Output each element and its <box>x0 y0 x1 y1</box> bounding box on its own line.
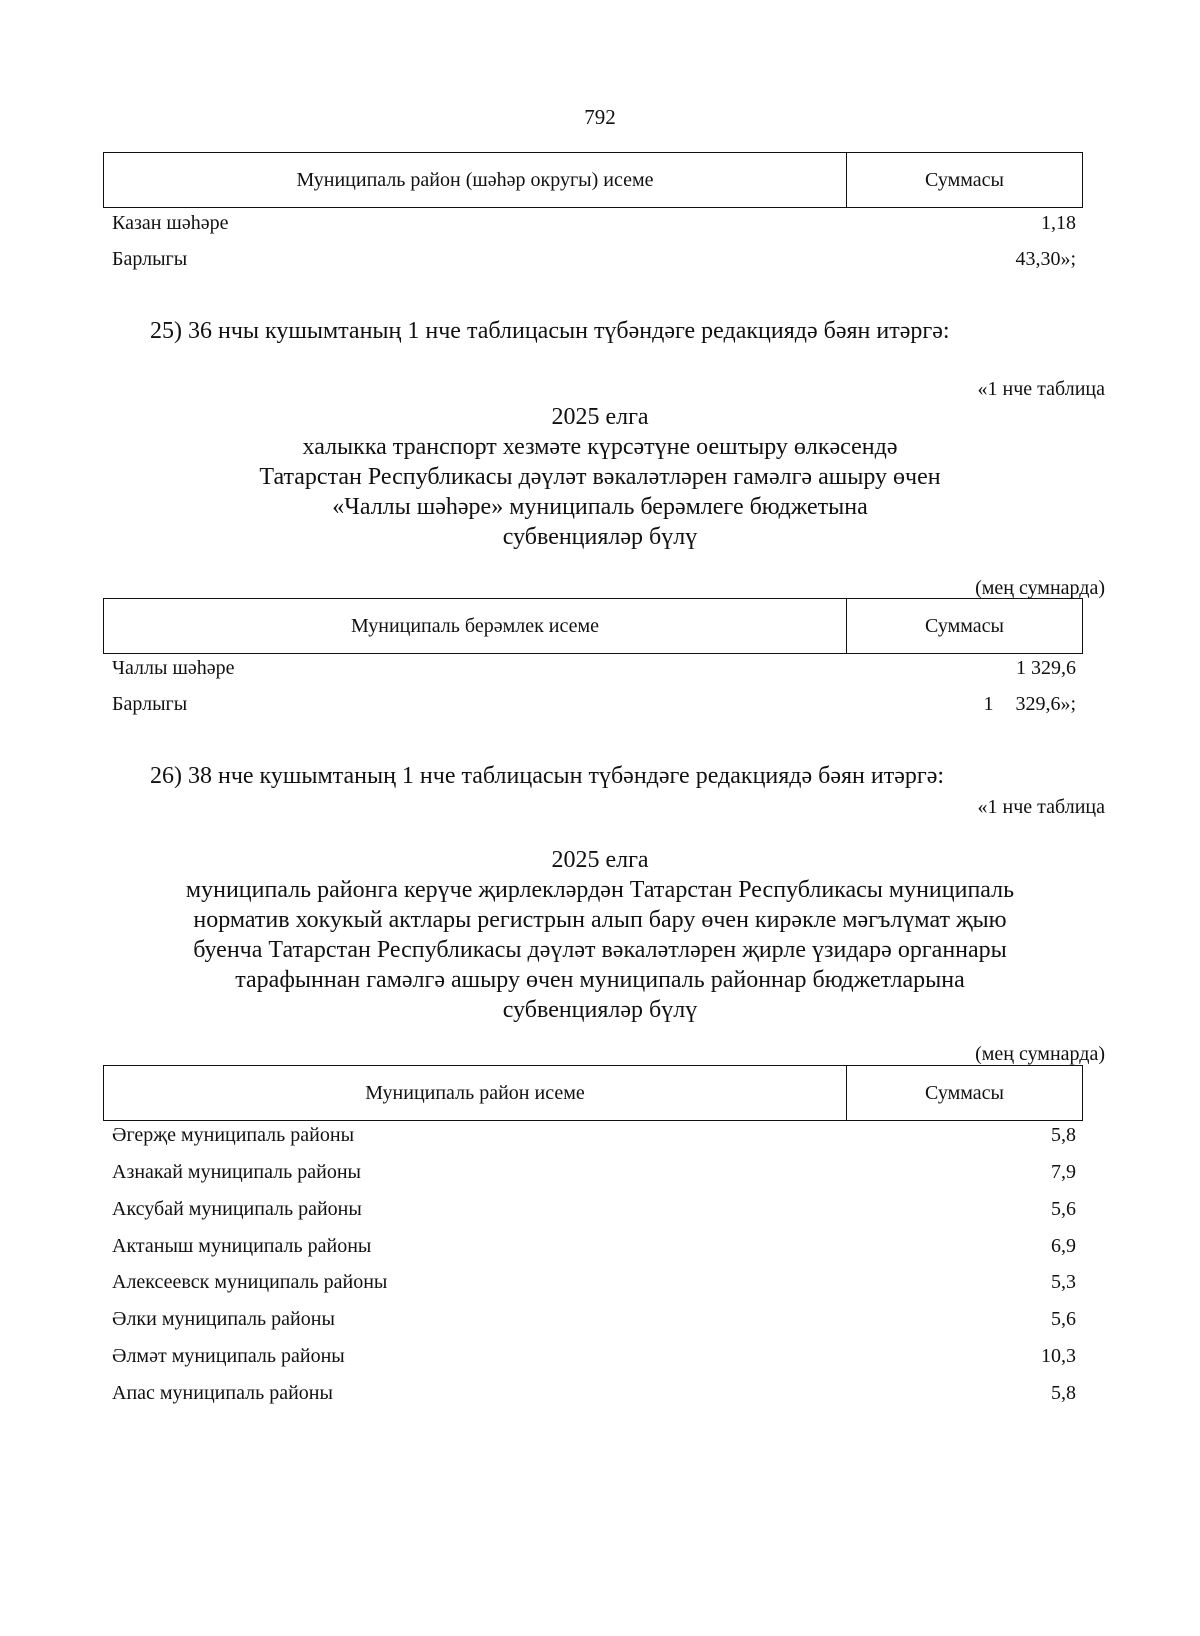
row-value: 5,6 <box>1051 1308 1076 1330</box>
row-name: Азнакай муниципаль районы <box>112 1161 361 1183</box>
row-value: 5,6 <box>1051 1198 1076 1220</box>
table2-header-name: Муниципаль берәмлек исеме <box>104 599 847 653</box>
table-row <box>112 1235 1076 1258</box>
table-row <box>112 1161 1076 1184</box>
row-name: Актаныш муниципаль районы <box>112 1235 372 1257</box>
row-value: 5,8 <box>1051 1382 1076 1404</box>
table-row <box>112 212 1076 235</box>
units-label-26: (мең сумнарда) <box>975 1043 1105 1065</box>
title-line: норматив хокукый актлары регистрын алып бару өчен кирәкле мәгълүмат җыю <box>193 907 1007 933</box>
units-label-25: (мең сумнарда) <box>975 577 1105 599</box>
row-name: Әлмәт муниципаль районы <box>112 1345 345 1367</box>
row-name: Апас муниципаль районы <box>112 1382 333 1404</box>
page-number: 792 <box>584 105 616 129</box>
table-row <box>112 1124 1076 1147</box>
title-line: муниципаль районга керүче җирлекләрдән Татарстан Республикасы муниципаль <box>185 877 1015 903</box>
row-name: Әгерҗе муниципаль районы <box>112 1124 355 1146</box>
row-value: 6,9 <box>1051 1235 1076 1257</box>
title-line: субвенцияләр бүлү <box>502 524 698 550</box>
table-reference-25: «1 нче таблица <box>977 378 1105 400</box>
row-name: Алексеевск муниципаль районы <box>112 1271 388 1293</box>
table-title-26 <box>0 845 1200 1025</box>
table-row <box>112 1271 1076 1294</box>
row-name: Аксубай муниципаль районы <box>112 1198 362 1220</box>
row-name: Барлыгы <box>112 693 188 715</box>
title-line: буенча Татарстан Республикасы дәүләт вәкаләтләрен җирле үзидарә органнары <box>193 937 1007 963</box>
row-value: 5,3 <box>1051 1271 1076 1293</box>
table3-header <box>103 1065 1083 1121</box>
table3-header-sum: Суммасы <box>925 1081 1004 1104</box>
title-line: «Чаллы шәһәре» муниципаль берәмлеге бюджетына <box>332 494 868 520</box>
title-line: тарафыннан гамәлгә ашыру өчен муниципаль районнар бюджетларына <box>235 967 965 993</box>
table1-header-name: Муниципаль район (шәһәр округы) исеме <box>104 153 847 207</box>
row-name: Әлки муниципаль районы <box>112 1308 335 1330</box>
title-line: Татарстан Республикасы дәүләт вәкаләтләрен гамәлгә ашыру өчен <box>259 464 941 490</box>
table1-header-sum: Суммасы <box>925 168 1004 191</box>
title-line: субвенцияләр бүлү <box>502 997 698 1023</box>
row-value: 1,18 <box>1041 212 1076 234</box>
row-value: 43,30»; <box>1015 248 1076 270</box>
row-value <box>983 693 1076 716</box>
table-row <box>112 1308 1076 1331</box>
table2-header <box>103 598 1083 654</box>
row-value: 10,3 <box>1041 1345 1076 1367</box>
instruction-25: 25) 36 нчы кушымтаның 1 нче таблицасын түбәндәге редакциядә бәян итәргә: <box>150 318 950 344</box>
table-row-total <box>112 248 1076 271</box>
table-reference-26: «1 нче таблица <box>977 796 1105 818</box>
total-prefix: 1 <box>983 693 994 715</box>
table-row <box>112 1198 1076 1221</box>
instruction-26: 26) 38 нче кушымтаның 1 нче таблицасын түбәндәге редакциядә бәян итәргә: <box>150 763 945 789</box>
row-value: 1 329,6 <box>1016 657 1076 679</box>
row-value: 5,8 <box>1051 1124 1076 1146</box>
row-value: 7,9 <box>1051 1161 1076 1183</box>
row-name: Чаллы шәһәре <box>112 657 235 679</box>
table-title-25 <box>0 402 1200 552</box>
table2-header-sum: Суммасы <box>925 614 1004 637</box>
title-line: 2025 елга <box>551 847 649 873</box>
row-name: Казан шәһәре <box>112 212 229 234</box>
table-row <box>112 1345 1076 1368</box>
table-row <box>112 657 1076 680</box>
table1-header <box>103 152 1083 208</box>
title-line: халыкка транспорт хезмәте күрсәтүне оештыру өлкәсендә <box>302 434 898 460</box>
table-row <box>112 1382 1076 1405</box>
total-value: 329,6»; <box>1015 693 1076 715</box>
row-name: Барлыгы <box>112 248 188 270</box>
table-row-total <box>112 693 1076 716</box>
title-line: 2025 елга <box>551 404 649 430</box>
table3-header-name: Муниципаль район исеме <box>104 1066 847 1120</box>
